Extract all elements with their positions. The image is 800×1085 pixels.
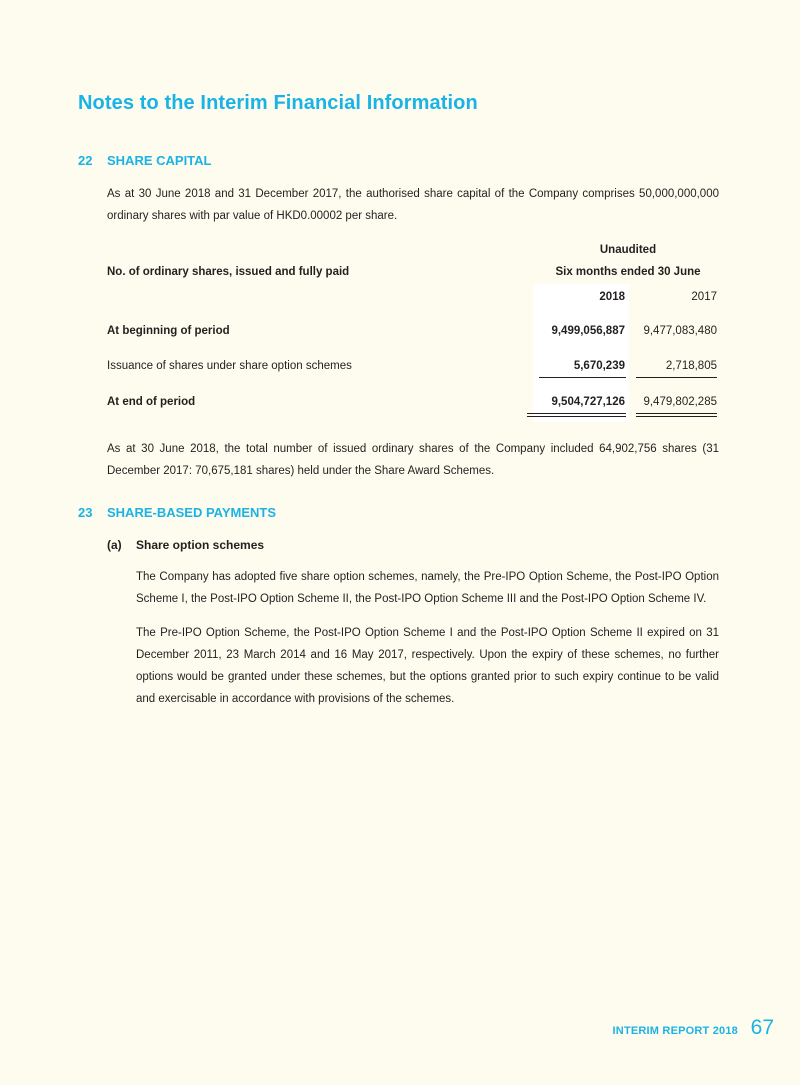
column-header-2018: 2018: [599, 291, 625, 303]
row-label-issuance: Issuance of shares under share option schemes: [107, 360, 352, 372]
section-title: SHARE-BASED PAYMENTS: [107, 505, 277, 520]
table-row-label-header: No. of ordinary shares, issued and fully paid: [107, 266, 350, 278]
section-title: SHARE CAPITAL: [107, 153, 212, 168]
row-label-beginning: At beginning of period: [107, 325, 230, 337]
value-issuance-2017: 2,718,805: [665, 360, 717, 372]
section-23-heading: [78, 505, 276, 520]
share-award-note: As at 30 June 2018, the total number of issued ordinary shares of the Company included 64,902,756 shares (31 December 2017: 70,675,181 shares) held under the Share Award Schemes.: [107, 443, 719, 477]
section-number: 23: [78, 505, 93, 520]
section-number: 22: [78, 153, 93, 168]
subsection-title: Share option schemes: [136, 538, 265, 552]
value-end-2017: 9,479,802,285: [643, 396, 717, 408]
value-beginning-2018: 9,499,056,887: [551, 325, 625, 337]
subsection-label: (a): [107, 538, 122, 552]
footer-report-label: INTERIM REPORT 2018: [612, 1025, 738, 1037]
row-label-end: At end of period: [107, 396, 196, 408]
page-title: Notes to the Interim Financial Information: [78, 92, 478, 114]
share-option-para-1: The Company has adopted five share option schemes, namely, the Pre-IPO Option Scheme, the Post-IPO Option Scheme I, the Post-IPO Option Scheme II, the Post-IPO Option Scheme III and the Post-IPO Option Scheme IV.: [136, 571, 719, 605]
total-rule-2017-b: [636, 416, 717, 417]
subtotal-rule-2018: [539, 377, 626, 378]
column-header-2017: 2017: [691, 291, 717, 303]
subsection-a-heading: [107, 538, 264, 552]
table-header-sub: Six months ended 30 June: [555, 266, 701, 278]
page-number: 67: [750, 1016, 774, 1039]
subtotal-rule-2017: [636, 377, 717, 378]
share-capital-table: [107, 240, 719, 422]
total-rule-2017-a: [636, 413, 717, 414]
share-option-para-2: The Pre-IPO Option Scheme, the Post-IPO Option Scheme I and the Post-IPO Option Scheme II expired on 31 December 2011, 23 March 2014 and 16 May 2017, respectively. Upon the expiry of these schemes, no further options would be granted under these schemes, but the options granted prior to such expiry continue to be valid and exercisable in accordance with provisions of the schemes.: [136, 627, 719, 705]
value-beginning-2017: 9,477,083,480: [643, 325, 717, 337]
section-22-heading: [78, 153, 211, 168]
table-header-group: Unaudited: [599, 244, 657, 256]
total-rule-2018-b: [527, 416, 626, 417]
value-end-2018: 9,504,727,126: [551, 396, 625, 408]
total-rule-2018-a: [527, 413, 626, 414]
share-capital-intro: As at 30 June 2018 and 31 December 2017, the authorised share capital of the Company comprises 50,000,000,000 ordinary shares with par value of HKD0.00002 per share.: [107, 188, 719, 222]
value-issuance-2018: 5,670,239: [573, 360, 625, 372]
